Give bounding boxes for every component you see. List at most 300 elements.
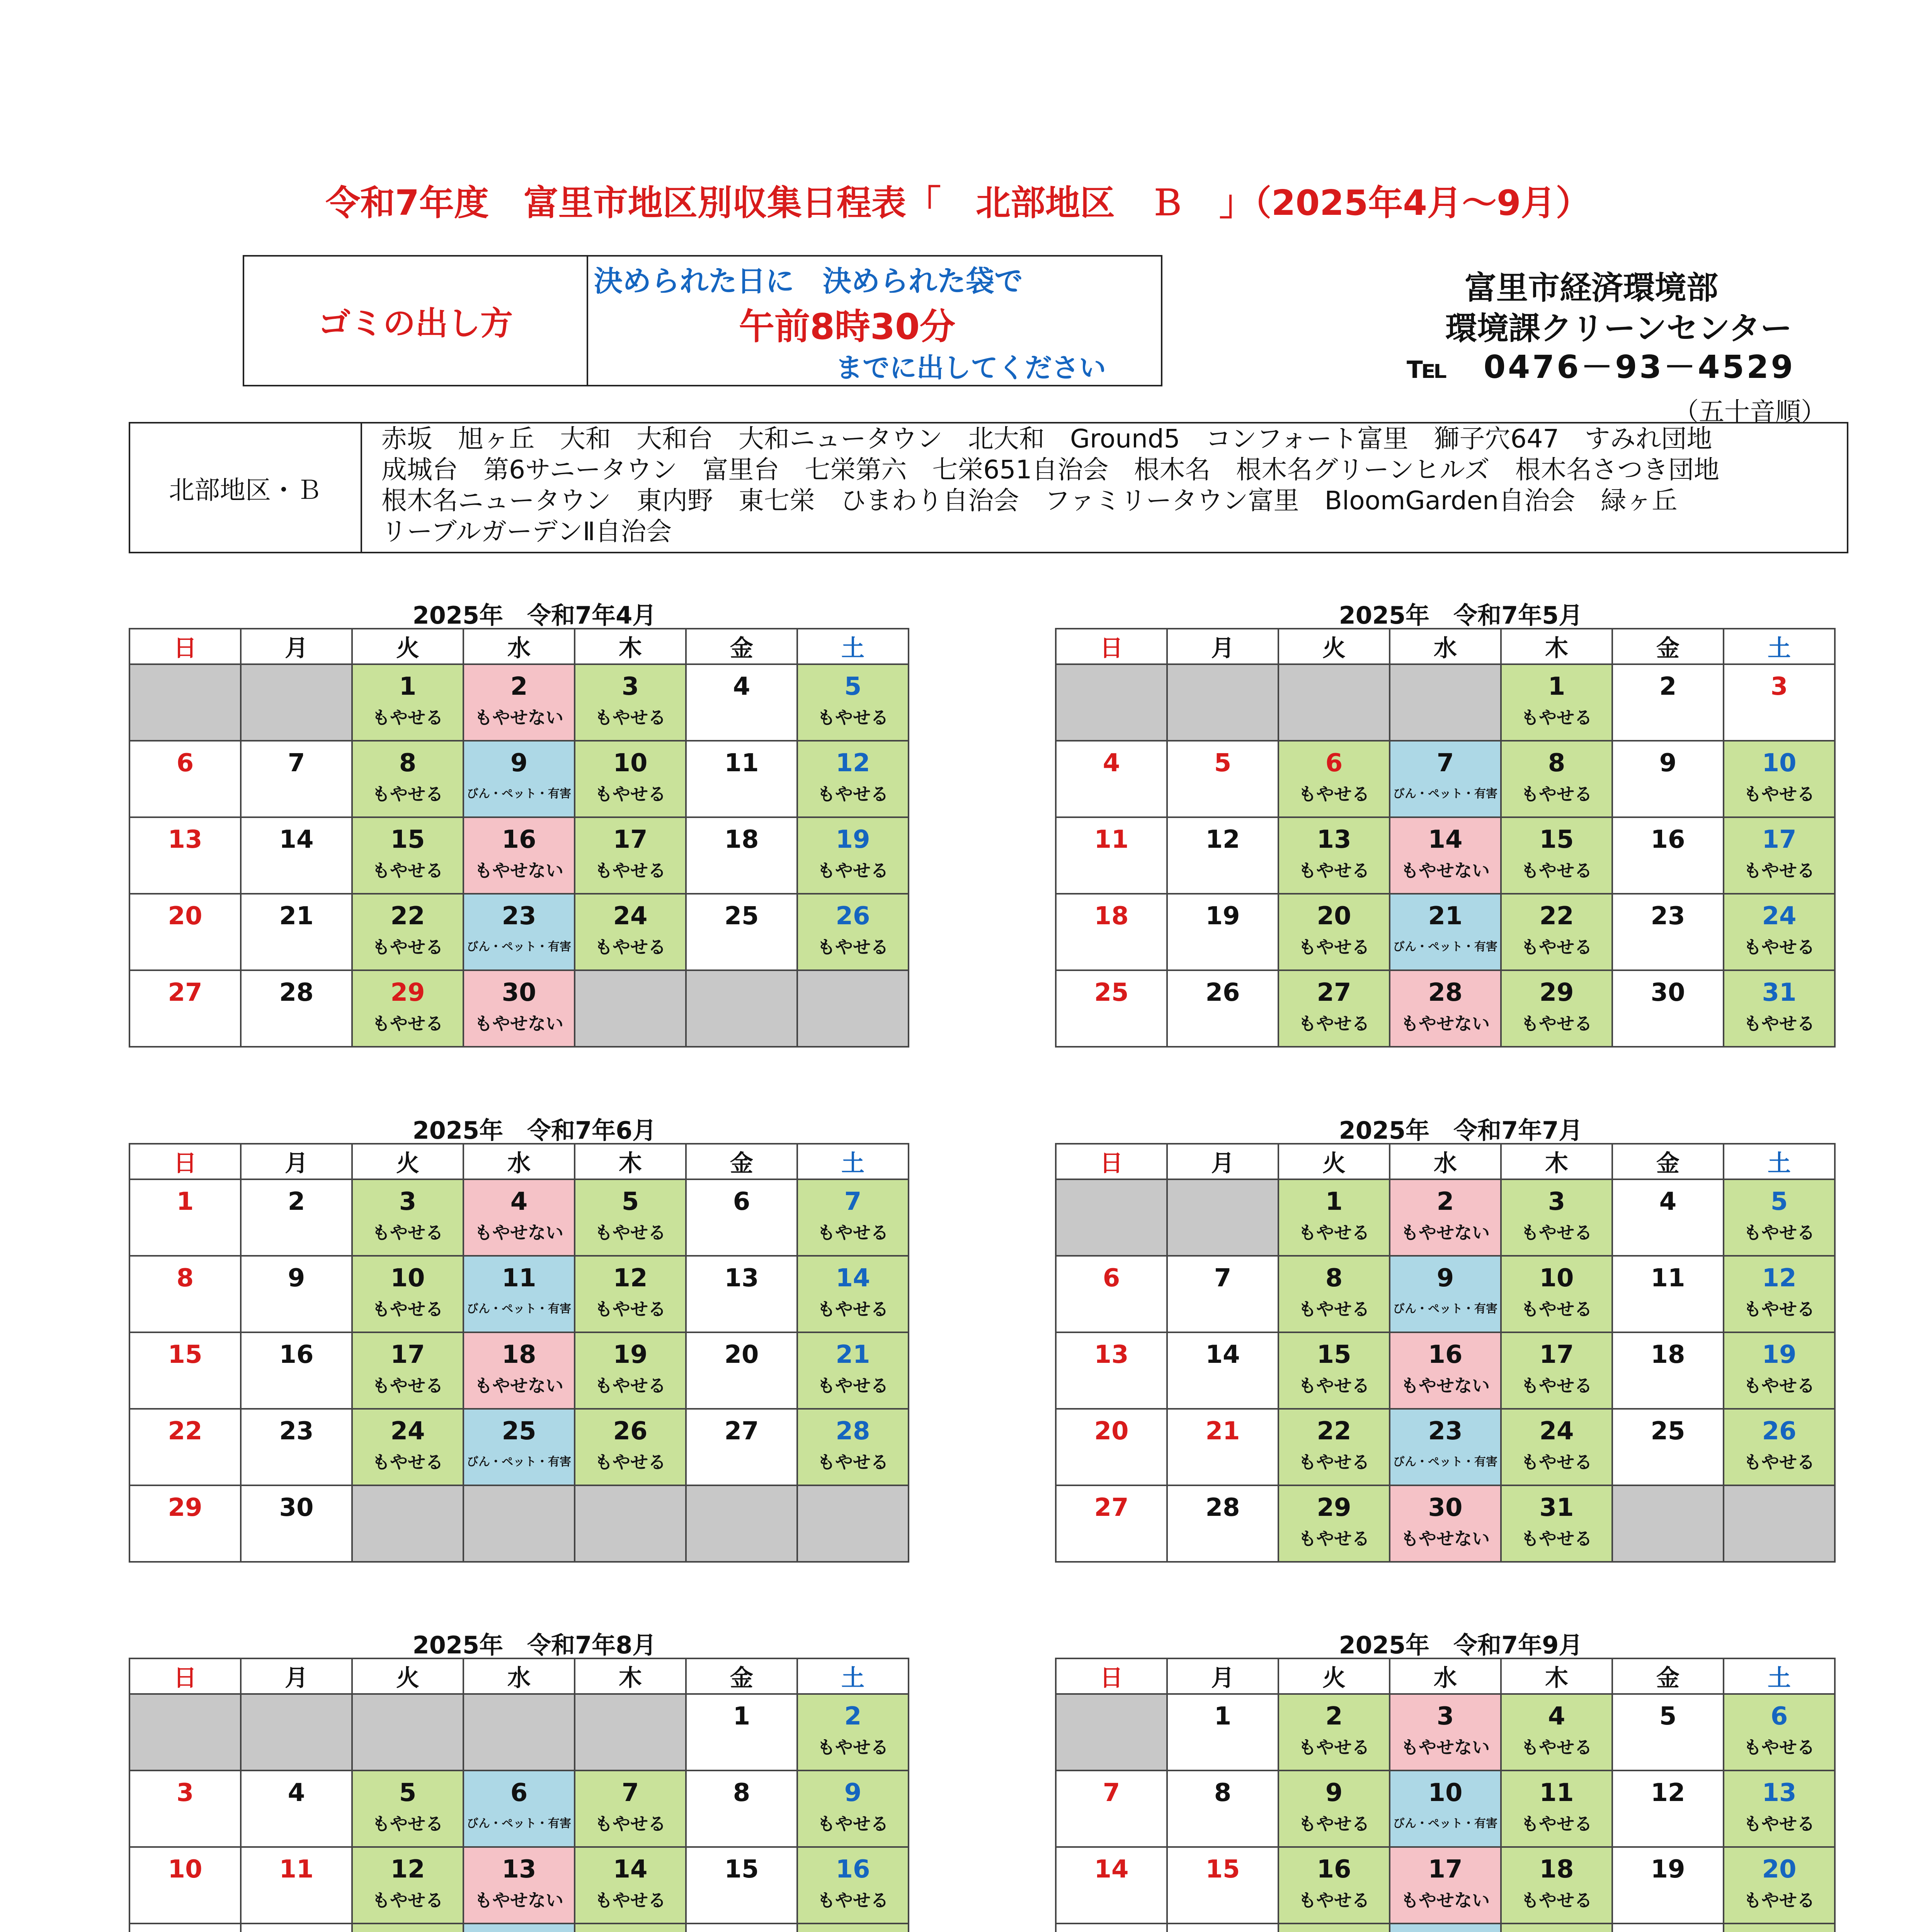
day-cell [1390,1923,1501,1932]
day-number: 10 [1762,749,1797,777]
day-cell [1390,1770,1501,1847]
day-cell [1724,894,1835,970]
garbage-type-label: もやせる [595,707,666,728]
day-number: 1 [1325,1187,1343,1216]
day-cell [1056,1847,1167,1923]
day-number: 7 [621,1779,639,1807]
day-cell [463,1923,575,1932]
area-line: 根木名ニュータウン 東内野 東七栄 ひまわり自治会 ファミリータウン富里 BloomGarden自治会 緑ヶ丘 [381,486,1678,515]
day-number: 24 [1762,902,1797,930]
day-cell [1056,1256,1167,1332]
day-number: 17 [390,1340,425,1369]
garbage-type-label: もやせない [1401,1528,1490,1549]
day-cell [1167,1847,1278,1923]
day-number: 3 [1436,1702,1454,1731]
day-cell [463,1179,575,1256]
day-number: 23 [502,902,536,930]
weekday-header: 金 [686,1144,797,1179]
weekday-header: 火 [1278,629,1390,664]
day-cell [463,741,575,817]
day-cell [797,894,909,970]
day-cell [1724,1332,1835,1409]
day-number: 7 [288,749,305,777]
day-cell [241,1332,352,1409]
day-cell [1501,1847,1612,1923]
garbage-type-label: もやせる [817,1890,888,1911]
day-cell [1390,817,1501,894]
day-cell [1390,1332,1501,1409]
day-cell [1501,1694,1612,1770]
day-cell [1278,1332,1390,1409]
day-number: 28 [835,1417,870,1446]
day-cell [686,1694,797,1770]
day-number: 22 [168,1417,202,1446]
day-number: 8 [1325,1264,1343,1293]
day-number: 8 [733,1779,750,1807]
weekday-header: 月 [241,1144,352,1179]
day-cell [463,664,575,741]
empty-day-cell [463,1485,575,1562]
day-cell [1056,741,1167,817]
day-number: 12 [613,1264,648,1293]
day-cell [463,1770,575,1847]
day-cell [686,1770,797,1847]
empty-day-cell [1612,1485,1724,1562]
garbage-type-label: もやせる [1298,937,1370,957]
day-cell [575,1256,686,1332]
day-cell [1390,1485,1501,1562]
weekday-header: 木 [575,629,686,664]
day-cell [1724,1847,1835,1923]
weekday-header: 水 [1390,1144,1501,1179]
garbage-type-label: もやせる [1744,937,1815,957]
empty-day-cell [352,1485,463,1562]
day-number: 10 [1428,1779,1463,1807]
garbage-type-label: もやせる [1298,1737,1370,1758]
day-cell [1056,1409,1167,1485]
day-cell [1278,1694,1390,1770]
day-cell [1278,1770,1390,1847]
day-cell [1056,1485,1167,1562]
weekday-header: 土 [797,1658,909,1694]
day-cell [1278,1847,1390,1923]
day-cell [575,1770,686,1847]
day-cell [797,1332,909,1409]
day-cell [686,1256,797,1332]
day-cell [1501,741,1612,817]
empty-day-cell [575,970,686,1047]
day-number: 28 [1428,978,1463,1007]
day-cell [1056,1770,1167,1847]
weekday-header: 日 [129,1658,241,1694]
garbage-type-label: もやせる [817,1222,888,1243]
garbage-type-label: もやせる [1521,1222,1592,1243]
day-cell [575,741,686,817]
day-cell [1390,1179,1501,1256]
garbage-type-label: もやせない [1401,1890,1490,1911]
day-cell [129,894,241,970]
day-number: 11 [1651,1264,1685,1293]
month-calendar [129,1658,909,1932]
day-number: 12 [1651,1779,1685,1807]
empty-day-cell [1167,1179,1278,1256]
day-cell [241,1770,352,1847]
garbage-type-label: もやせる [1298,1013,1370,1034]
weekday-header: 火 [1278,1144,1390,1179]
day-cell [241,1409,352,1485]
day-cell [1501,817,1612,894]
day-cell [1501,1485,1612,1562]
weekday-header: 土 [797,1144,909,1179]
day-number: 16 [835,1855,870,1884]
garbage-type-label: もやせない [1401,1737,1490,1758]
weekday-header: 木 [575,1144,686,1179]
weekday-header: 水 [1390,629,1501,664]
day-cell [797,1694,909,1770]
weekday-header: 木 [1501,1658,1612,1694]
month-calendar [129,1143,909,1563]
day-number: 19 [613,1340,648,1369]
day-number: 26 [835,902,870,930]
garbage-type-label: もやせる [372,1375,443,1396]
day-cell [686,1923,797,1932]
day-number: 22 [1539,902,1574,930]
day-number: 9 [1659,749,1677,777]
garbage-type-label: もやせる [817,1737,888,1758]
day-number: 31 [1539,1493,1574,1522]
garbage-type-label: もやせない [475,707,563,728]
empty-day-cell [797,1485,909,1562]
empty-day-cell [797,970,909,1047]
day-number: 3 [176,1779,194,1807]
day-number: 12 [835,749,870,777]
department-phone: ℡ 0476－93－4529 [1407,349,1795,386]
day-cell [1612,1770,1724,1847]
month-calendar [1055,1658,1836,1932]
area-label: 北部地区・Ｂ [130,423,362,552]
garbage-type-label: もやせる [595,1452,666,1473]
day-cell [1167,970,1278,1047]
garbage-type-label: もやせる [1521,1452,1592,1473]
garbage-type-label: もやせる [1521,1528,1592,1549]
weekday-header: 火 [352,1658,463,1694]
day-cell [1056,1923,1167,1932]
day-cell [1278,1409,1390,1485]
garbage-type-label: もやせる [1521,1013,1592,1034]
day-cell [463,894,575,970]
garbage-type-label: もやせる [595,1375,666,1396]
day-number: 5 [621,1187,639,1216]
day-cell [797,1179,909,1256]
day-number: 14 [1428,825,1463,854]
day-number: 2 [288,1187,305,1216]
garbage-type-label: もやせる [1744,1299,1815,1320]
day-cell [1612,970,1724,1047]
day-number: 25 [1094,978,1129,1007]
day-cell [1501,1409,1612,1485]
weekday-header: 日 [129,629,241,664]
day-cell [241,1923,352,1932]
garbage-type-label: もやせる [1744,1452,1815,1473]
day-number: 1 [1214,1702,1232,1731]
department-section: 環境課クリーンセンター [1445,310,1792,347]
garbage-type-label: もやせる [595,784,666,804]
day-number: 30 [502,978,536,1007]
day-number: 24 [613,902,648,930]
day-cell [1167,1770,1278,1847]
day-number: 14 [279,825,314,854]
month-title: 2025年 令和7年8月 [412,1631,657,1659]
day-number: 22 [390,902,425,930]
month-title: 2025年 令和7年7月 [1339,1116,1583,1145]
day-cell [797,1770,909,1847]
empty-day-cell [129,664,241,741]
day-number: 14 [835,1264,870,1293]
day-number: 19 [1651,1855,1685,1884]
day-number: 14 [1205,1340,1240,1369]
weekday-header: 日 [1056,629,1167,664]
day-number: 6 [510,1779,528,1807]
howto-box [243,255,1162,386]
garbage-type-label: もやせる [372,1013,443,1034]
garbage-type-label: もやせない [475,860,563,881]
day-number: 10 [613,749,648,777]
day-number: 18 [724,825,759,854]
day-cell [352,1923,463,1932]
garbage-type-label: もやせない [475,1013,563,1034]
howto-line-1: 決められた日に 決められた袋で [594,265,1023,298]
garbage-type-label: もやせる [817,1375,888,1396]
day-number: 15 [1205,1855,1240,1884]
day-number: 25 [502,1417,536,1446]
day-cell [1390,1256,1501,1332]
month-title: 2025年 令和7年6月 [412,1116,657,1145]
garbage-type-label: もやせる [595,860,666,881]
garbage-type-label: もやせる [817,1299,888,1320]
day-cell [575,817,686,894]
day-number: 30 [1651,978,1685,1007]
day-number: 9 [510,749,528,777]
day-number: 30 [1428,1493,1463,1522]
day-cell [797,817,909,894]
day-cell [1390,970,1501,1047]
garbage-type-label: もやせない [475,1222,563,1243]
day-cell [352,1332,463,1409]
day-cell [1612,1332,1724,1409]
day-number: 1 [176,1187,194,1216]
day-cell [241,1179,352,1256]
day-number: 23 [279,1417,314,1446]
day-number: 13 [1317,825,1351,854]
day-cell [352,1179,463,1256]
garbage-type-label: もやせる [1298,1299,1370,1320]
garbage-type-label: もやせる [1521,1299,1592,1320]
day-cell [1724,741,1835,817]
weekday-header: 土 [1724,629,1835,664]
month-title: 2025年 令和7年5月 [1339,601,1583,629]
day-number: 13 [724,1264,759,1293]
day-cell [463,970,575,1047]
day-cell [241,970,352,1047]
garbage-type-label: もやせる [1521,1813,1592,1834]
day-cell [1724,1256,1835,1332]
department-name: 富里市経済環境部 [1465,270,1719,306]
garbage-type-label: もやせない [1401,1222,1490,1243]
day-number: 4 [288,1779,305,1807]
day-cell [686,1409,797,1485]
day-cell [463,1332,575,1409]
day-cell [575,1332,686,1409]
day-number: 6 [1325,749,1343,777]
garbage-type-label: もやせる [1298,1452,1370,1473]
garbage-type-label: びん・ペット・有害 [467,1817,571,1830]
day-cell [1612,1694,1724,1770]
day-cell [1612,1256,1724,1332]
garbage-type-label: もやせる [372,1452,443,1473]
weekday-header: 金 [1612,629,1724,664]
weekday-header: 火 [1278,1658,1390,1694]
weekday-header: 金 [1612,1658,1724,1694]
day-number: 20 [724,1340,759,1369]
day-cell [1612,1179,1724,1256]
day-number: 8 [1548,749,1565,777]
garbage-type-label: もやせる [595,937,666,957]
empty-day-cell [463,1694,575,1770]
day-number: 15 [168,1340,202,1369]
weekday-header: 金 [686,1658,797,1694]
day-cell [352,1770,463,1847]
day-number: 5 [1770,1187,1788,1216]
garbage-type-label: びん・ペット・有害 [1393,787,1497,801]
day-cell [575,1179,686,1256]
day-cell [463,1847,575,1923]
garbage-type-label: もやせる [1744,1737,1815,1758]
weekday-header: 日 [1056,1658,1167,1694]
garbage-type-label: もやせる [817,1813,888,1834]
day-cell [352,894,463,970]
day-cell [1612,817,1724,894]
garbage-type-label: もやせる [1298,1528,1370,1549]
garbage-type-label: もやせる [1521,860,1592,881]
day-cell [686,664,797,741]
day-cell [352,741,463,817]
day-cell [1501,664,1612,741]
empty-day-cell [352,1694,463,1770]
day-number: 7 [844,1187,862,1216]
garbage-type-label: もやせる [817,784,888,804]
day-number: 4 [1103,749,1120,777]
day-cell [129,1847,241,1923]
garbage-type-label: もやせる [1298,784,1370,804]
day-cell [241,1256,352,1332]
day-number: 7 [1214,1264,1232,1293]
day-number: 11 [279,1855,314,1884]
day-cell [1724,1179,1835,1256]
day-number: 27 [168,978,202,1007]
day-cell [797,664,909,741]
day-number: 12 [390,1855,425,1884]
day-cell [575,1923,686,1932]
garbage-type-label: もやせない [1401,860,1490,881]
garbage-type-label: もやせる [372,1299,443,1320]
day-cell [129,817,241,894]
day-number: 18 [502,1340,536,1369]
day-cell [463,1256,575,1332]
day-number: 4 [733,672,750,701]
day-cell [352,1409,463,1485]
day-cell [1612,1923,1724,1932]
empty-day-cell [686,1485,797,1562]
garbage-type-label: もやせる [1521,784,1592,804]
day-cell [352,970,463,1047]
garbage-type-label: もやせる [595,1299,666,1320]
empty-day-cell [1056,664,1167,741]
day-number: 29 [1317,1493,1351,1522]
garbage-type-label: もやせる [1298,1375,1370,1396]
day-cell [129,741,241,817]
garbage-type-label: もやせる [595,1813,666,1834]
day-number: 2 [1659,672,1677,701]
month-calendar [129,628,909,1048]
day-number: 13 [1094,1340,1129,1369]
day-number: 7 [1436,749,1454,777]
day-number: 16 [1428,1340,1463,1369]
day-number: 20 [1094,1417,1129,1446]
day-number: 1 [1548,672,1565,701]
day-number: 17 [613,825,648,854]
garbage-type-label: びん・ペット・有害 [467,1302,571,1316]
day-number: 10 [1539,1264,1574,1293]
day-number: 18 [1094,902,1129,930]
day-number: 12 [1205,825,1240,854]
day-cell [463,817,575,894]
day-cell [1056,970,1167,1047]
garbage-type-label: もやせない [1401,1013,1490,1034]
garbage-type-label: もやせる [1521,937,1592,957]
day-cell [1056,817,1167,894]
empty-day-cell [686,970,797,1047]
garbage-type-label: もやせる [1744,1013,1815,1034]
day-number: 15 [1539,825,1574,854]
day-cell [1167,1694,1278,1770]
day-cell [1501,1923,1612,1932]
day-number: 13 [1762,1779,1797,1807]
day-cell [129,1256,241,1332]
day-number: 5 [844,672,862,701]
garbage-type-label: もやせる [1298,1813,1370,1834]
garbage-type-label: びん・ペット・有害 [467,1455,571,1469]
month-calendar [1055,628,1836,1048]
garbage-type-label: もやせる [817,1452,888,1473]
garbage-type-label: もやせる [372,937,443,957]
weekday-header: 日 [1056,1144,1167,1179]
day-number: 2 [844,1702,862,1731]
garbage-type-label: もやせる [1744,1222,1815,1243]
day-number: 15 [1317,1340,1351,1369]
day-number: 8 [1214,1779,1232,1807]
day-number: 5 [399,1779,417,1807]
day-number: 2 [1436,1187,1454,1216]
garbage-type-label: もやせる [1521,707,1592,728]
day-cell [129,970,241,1047]
day-number: 11 [1539,1779,1574,1807]
day-number: 14 [613,1855,648,1884]
day-number: 3 [1770,672,1788,701]
day-number: 13 [502,1855,536,1884]
garbage-type-label: もやせる [372,1813,443,1834]
day-cell [1390,1694,1501,1770]
day-cell [241,1485,352,1562]
